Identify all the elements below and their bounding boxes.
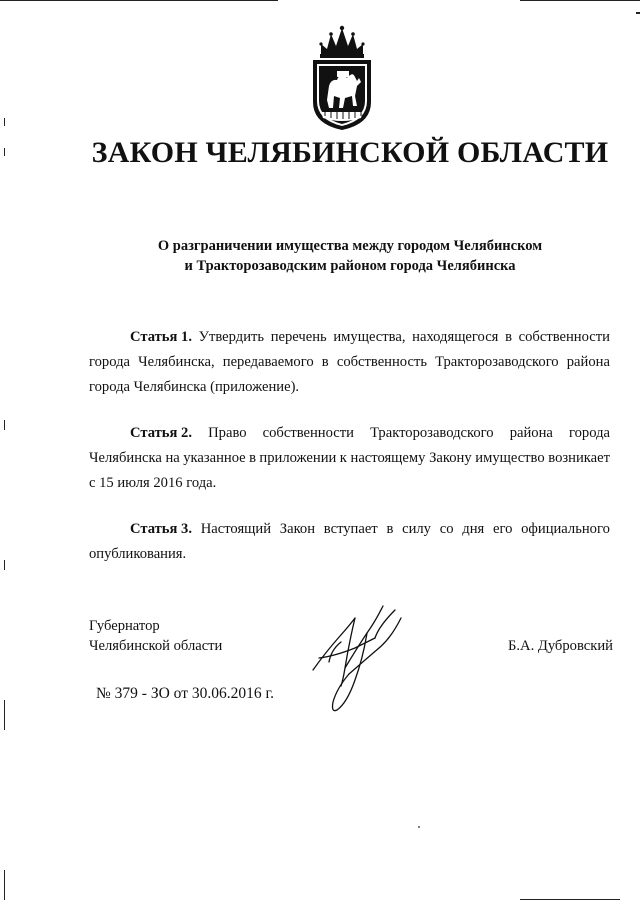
article-2-line-3: с 15 июля 2016 года. xyxy=(89,475,217,491)
word: Закон xyxy=(279,521,316,537)
word: к настоящему Закону имущество возникает xyxy=(339,450,610,466)
article-1-line-3: города Челябинска (приложение). xyxy=(89,379,300,395)
article-1 xyxy=(89,325,610,400)
article-3-line-1 xyxy=(89,517,610,542)
word: Настоящий xyxy=(200,521,272,537)
scan-margin-mark xyxy=(4,560,5,570)
word: в xyxy=(321,354,329,370)
scan-margin-mark xyxy=(4,700,5,730)
article-1-line-1 xyxy=(89,325,610,350)
word: находящегося xyxy=(412,329,499,345)
handwritten-signature-icon xyxy=(305,598,405,713)
article-3-label: Статья 3. xyxy=(130,521,192,537)
word: собственности xyxy=(262,425,354,441)
word: Тракторозаводского xyxy=(435,354,559,370)
word: в xyxy=(505,329,512,345)
word: Право xyxy=(208,425,247,441)
signatory-position-line-2: Челябинской области xyxy=(89,638,223,654)
article-2-line-1 xyxy=(89,421,610,446)
word: собственности xyxy=(518,329,610,345)
article-2 xyxy=(89,421,610,496)
scan-margin-mark xyxy=(4,870,5,900)
chelyabinsk-coat-of-arms-icon xyxy=(307,24,377,132)
scan-bottom-edge xyxy=(520,899,620,900)
word: в xyxy=(386,521,394,537)
word: Утвердить xyxy=(198,329,265,345)
signatory-position-line-1: Губернатор xyxy=(89,618,160,634)
law-subtitle-line-1: О разграничении имущества между городом Челябинском xyxy=(157,238,543,254)
law-title: ЗАКОН ЧЕЛЯБИНСКОЙ ОБЛАСТИ xyxy=(91,136,609,169)
word: его xyxy=(492,521,513,537)
article-1-label: Статья 1. xyxy=(130,329,192,345)
word: указанное xyxy=(183,450,246,466)
word: города xyxy=(89,354,130,370)
scan-margin-mark xyxy=(4,420,5,430)
article-3 xyxy=(89,517,610,567)
scan-speck xyxy=(418,826,420,828)
word: в xyxy=(249,450,256,466)
word: Челябинска, xyxy=(138,354,215,370)
article-3-line-2: опубликования. xyxy=(89,546,187,562)
word: района xyxy=(566,354,610,370)
word: приложении xyxy=(259,450,337,466)
word: Тракторозаводского xyxy=(370,425,494,441)
word: официального xyxy=(521,521,610,537)
signatory-position xyxy=(89,616,222,656)
word: перечень xyxy=(270,329,327,345)
scan-edge-mark xyxy=(636,12,640,14)
word: имущества, xyxy=(333,329,406,345)
word: собственность xyxy=(336,354,427,370)
word: города xyxy=(568,425,610,441)
scan-edge-line-right xyxy=(520,0,640,1)
word: Челябинска на xyxy=(89,450,180,466)
signatory-name: Б.А. Дубровский xyxy=(508,638,613,654)
article-1-line-2 xyxy=(89,350,610,375)
word: дня xyxy=(462,521,485,537)
law-subtitle-line-2: и Тракторозаводским районом города Челябинска xyxy=(184,258,516,274)
article-2-line-2 xyxy=(89,446,610,471)
word: передаваемого xyxy=(222,354,314,370)
document-number: № 379 - ЗО от 30.06.2016 г. xyxy=(96,685,274,702)
word: со xyxy=(439,521,454,537)
word: вступает xyxy=(323,521,378,537)
scan-edge-line-left xyxy=(0,0,278,1)
scan-margin-mark xyxy=(4,118,5,126)
word: силу xyxy=(402,521,431,537)
word: района xyxy=(509,425,553,441)
article-2-label: Статья 2. xyxy=(130,425,192,441)
